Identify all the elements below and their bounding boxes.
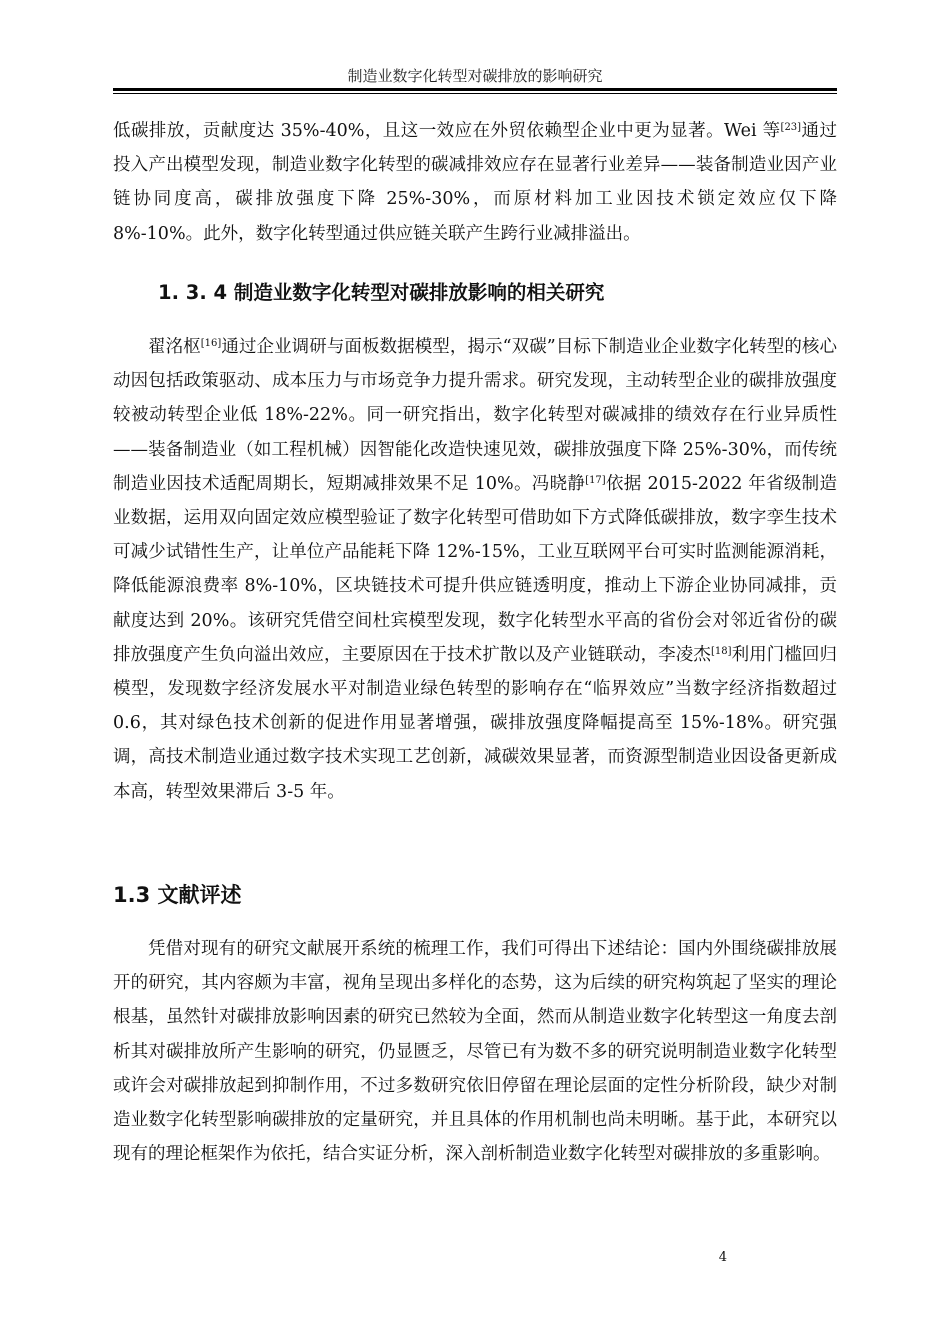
paragraph-text: 通过投入产出模型发现，制造业数字化转型的碳减排效应存在显著行业差异——装备制造业因产业链协同度高，碳排放强度下降 25%-30%，而原材料加工业因技术锁定效应仅下降 8%-10%。此外，数字化转型通过供应链关联产生跨行业减排溢出。	[113, 121, 837, 244]
paragraph-text: 低碳排放，贡献度达 35%-40%，且这一效应在外贸依赖型企业中更为显著。Wei 等	[113, 121, 781, 141]
paragraph-research-review	[113, 330, 837, 809]
paragraph-text: 利用门槛回归模型，发现数字经济发展水平对制造业绿色转型的影响存在“临界效应”当数字经济指数超过 0.6，其对绿色技术创新的促进作用显著增强，碳排放强度降幅提高至 15%-18%。研究强调，高技术制造业通过数字技术实现工艺创新，减碳效果显著，而资源型制造业因设备更新成本高，转型效果滞后 3-5 年。	[113, 644, 838, 802]
paragraph-text: 通过企业调研与面板数据模型，揭示“双碳”目标下制造业企业数字化转型的核心动因包括政策驱动、成本压力与市场竞争力提升需求。研究发现，主动转型企业的碳排放强度较被动转型企业低 18%-22%。同一研究指出，数字化转型对碳减排的绩效存在行业异质性——装备制造业（如工程机械）因智能化改造快速见效，碳排放强度下降 25%-30%，而传统制造业因技术适配周期长，短期减排效果不足 10%。冯晓静	[113, 337, 838, 494]
section-title: 1.3 文献评述	[113, 883, 242, 907]
paragraph-continued	[113, 114, 837, 251]
page-number: 4	[718, 1250, 727, 1265]
subsection-title: 1. 3. 4 制造业数字化转型对碳排放影响的相关研究	[158, 281, 605, 304]
citation-ref: [23]	[780, 122, 802, 133]
running-header: 制造业数字化转型对碳排放的影响研究	[347, 67, 603, 85]
paragraph-literature-summary	[113, 932, 837, 1171]
paragraph-text: 依据 2015-2022 年省级制造业数据，运用双向固定效应模型验证了数字化转型可借助如下方式降低碳排放，数字孪生技术可减少试错性生产，让单位产品能耗下降 12%-15%，工业互联网平台可实时监测能源消耗，降低能源浪费率 8%-10%，区块链技术可提升供应链透明度，推动上下游企业协同减排，贡献度达到 20%。该研究凭借空间杜宾模型发现，数字化转型水平高的省份会对邻近省份的碳排放强度产生负向溢出效应，主要原因在于技术扩散以及产业链联动，李凌杰	[113, 473, 837, 665]
citation-ref: [18]	[710, 645, 732, 657]
paragraph-text: 凭借对现有的研究文献展开系统的梳理工作，我们可得出下述结论：国内外围绕碳排放展开的研究，其内容颇为丰富，视角呈现出多样化的态势，这为后续的研究构筑起了坚实的理论根基，虽然针对碳排放影响因素的研究已然较为全面，然而从制造业数字化转型这一角度去剖析其对碳排放所产生影响的研究，仍显匮乏，尽管已有为数不多的研究说明制造业数字化转型或许会对碳排放起到抑制作用，不过多数研究依旧停留在理论层面的定性分析阶段，缺少对制造业数字化转型影响碳排放的定量研究，并且具体的作用机制也尚未明晰。基于此，本研究以现有的理论框架作为依托，结合实证分析，深入剖析制造业数字化转型对碳排放的多重影响。	[113, 939, 837, 1165]
header-rule-thick	[113, 88, 837, 91]
citation-ref: [16]	[200, 338, 222, 349]
subsection-heading-1-3-4	[113, 278, 837, 308]
citation-ref: [17]	[585, 474, 606, 486]
header-rule-thin	[113, 93, 837, 94]
paragraph-text: 翟洺枢	[148, 337, 201, 357]
section-heading-1-3	[113, 880, 837, 910]
